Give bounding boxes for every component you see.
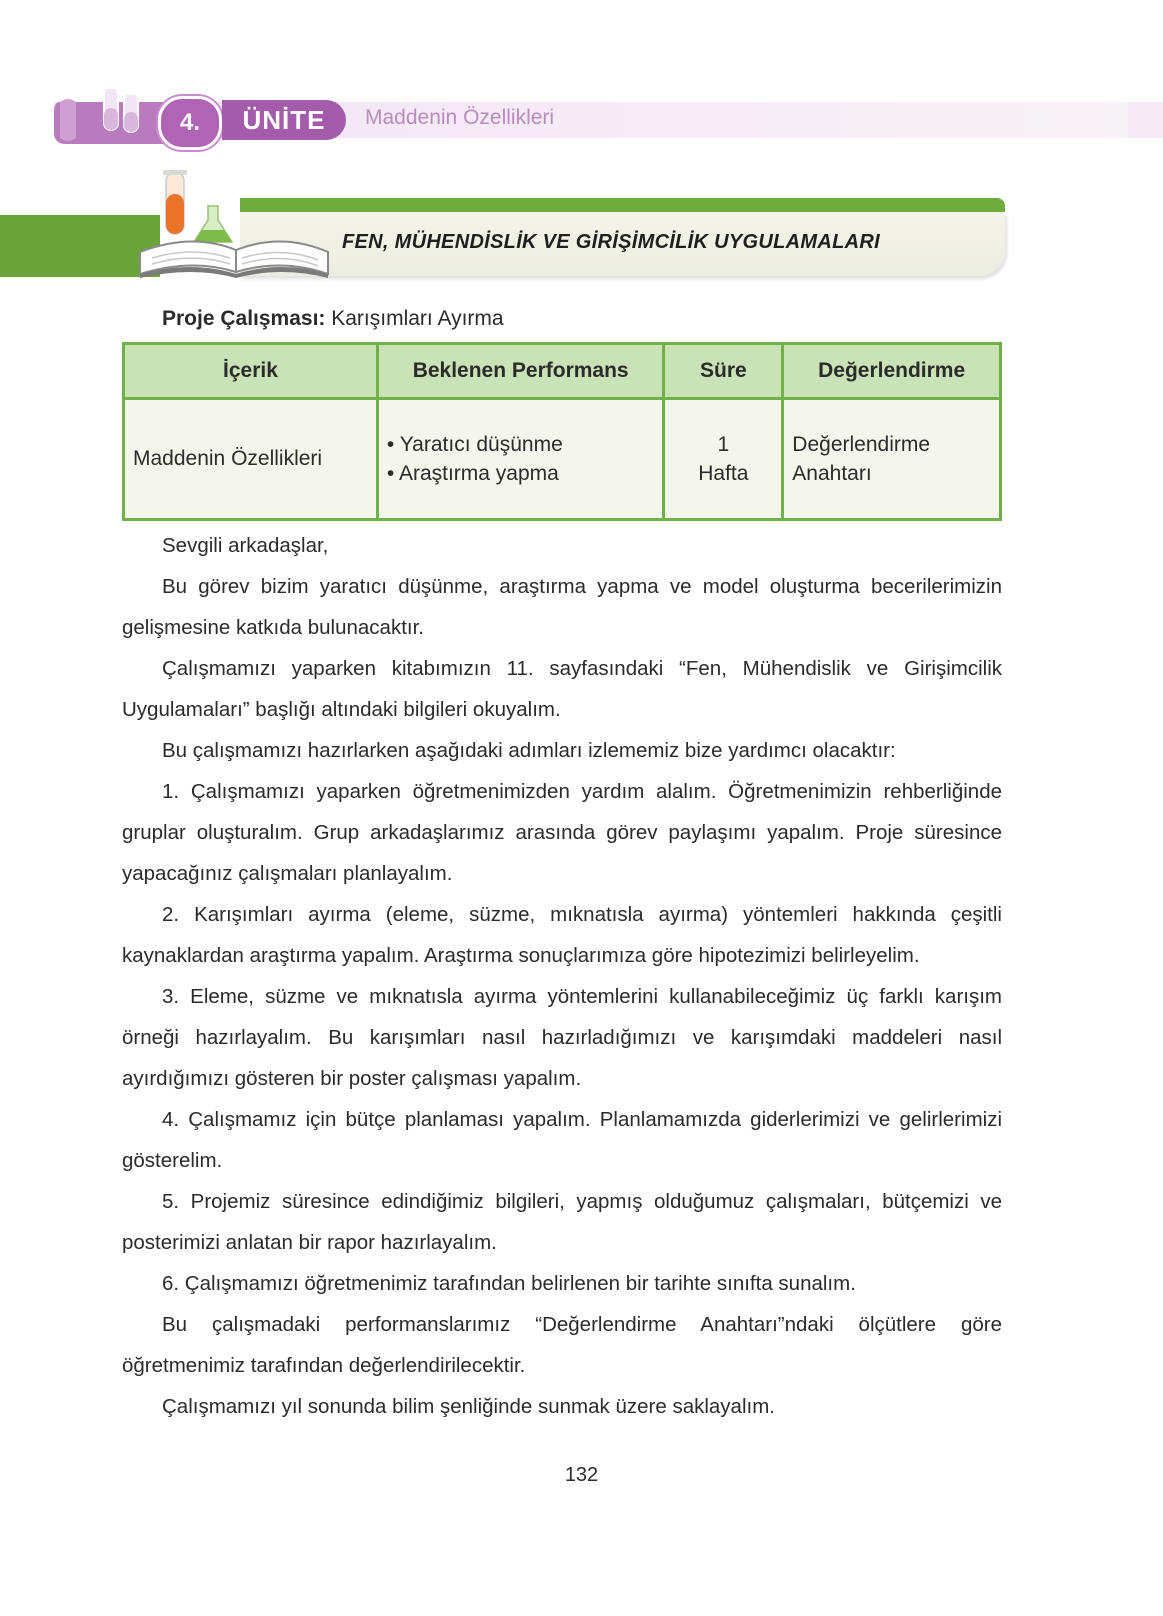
- cell-performance: [377, 399, 663, 520]
- project-table: [122, 342, 1002, 521]
- project-label: Proje Çalışması:: [162, 307, 326, 330]
- body-text: [122, 525, 1002, 1427]
- project-name: Karışımları Ayırma: [331, 307, 504, 330]
- paragraph: Bu çalışmamızı hazırlarken aşağıdaki adımları izlememiz bize yardımcı olacaktır:: [162, 739, 896, 762]
- header-content: İçerik: [124, 344, 378, 399]
- duration-number: 1: [717, 433, 730, 456]
- header-performance: Beklenen Performans: [377, 344, 663, 399]
- step-4: 4. Çalışmamız için bütçe planlaması yapalım. Planlamamızda giderlerimizi ve gelirlerimizi gösterelim.: [122, 1108, 1002, 1172]
- evaluation-line: Değerlendirme: [792, 433, 931, 456]
- unit-label: ÜNİTE: [222, 100, 346, 140]
- banner-title: FEN, MÜHENDİSLİK VE GİRİŞİMCİLİK UYGULAMALARI: [342, 231, 880, 253]
- paragraph: Bu görev bizim yaratıcı düşünme, araştırma yapma ve model oluşturma becerilerimizin gelişmesine katkıda bulunacaktır.: [122, 575, 1002, 639]
- step-5: 5. Projemiz süresince edindiğimiz bilgileri, yapmış olduğumuz çalışmaları, bütçemizi ve posterimizi anlatan bir rapor hazırlayalım.: [122, 1190, 1002, 1254]
- performance-item: • Araştırma yapma: [386, 462, 559, 485]
- paragraph: Çalışmamızı yıl sonunda bilim şenliğinde sunmak üzere saklayalım.: [162, 1395, 775, 1418]
- cell-content: Maddenin Özellikleri: [124, 399, 378, 520]
- step-3: 3. Eleme, süzme ve mıknatısla ayırma yöntemlerini kullanabileceğimiz üç farklı karışım örneği hazırlayalım. Bu karışımları nasıl hazırladığımızı ve karışımdaki maddeleri nasıl ayırdığımızı gösteren bir poster çalışması yapalım.: [122, 985, 1002, 1090]
- evaluation-line: Anahtarı: [792, 462, 872, 485]
- cell-duration: [664, 399, 783, 520]
- cell-evaluation: [783, 399, 1001, 520]
- step-6: 6. Çalışmamızı öğretmenimiz tarafından belirlenen bir tarihte sınıfta sunalım.: [162, 1272, 856, 1295]
- table-header-row: [124, 344, 1001, 399]
- duration-unit: Hafta: [698, 462, 749, 485]
- greeting: Sevgili arkadaşlar,: [162, 534, 329, 557]
- open-book-flask-icon: [132, 168, 332, 280]
- paragraph: Çalışmamızı yaparken kitabımızın 11. sayfasındaki “Fen, Mühendislik ve Girişimcilik Uygulamaları” başlığı altındaki bilgileri okuyalım.: [122, 657, 1002, 721]
- performance-item: • Yaratıcı düşünme: [386, 433, 563, 456]
- unit-title: Maddenin Özellikleri: [365, 106, 555, 129]
- banner-top-stripe: [240, 198, 1005, 212]
- project-line: [162, 307, 504, 331]
- unit-number-badge: 4.: [158, 96, 222, 150]
- page-number: 132: [564, 1464, 599, 1486]
- step-2: 2. Karışımları ayırma (eleme, süzme, mıknatısla ayırma) yöntemleri hakkında çeşitli kaynaklardan araştırma yapalım. Araştırma sonuçlarımıza göre hipotezimizi belirleyelim.: [122, 903, 1002, 967]
- table-row: [124, 399, 1001, 520]
- step-1: 1. Çalışmamızı yaparken öğretmenimizden yardım alalım. Öğretmenimizin rehberliğinde gruplar oluşturalım. Grup arkadaşlarımız arasında görev paylaşımı yapalım. Proje süresince yapacağınız çalışmaları planlayalım.: [122, 780, 1002, 885]
- header-evaluation: Değerlendirme: [783, 344, 1001, 399]
- unit-header-strip-end: [1128, 102, 1163, 138]
- paragraph: Bu çalışmadaki performanslarımız “Değerlendirme Anahtarı”ndaki ölçütlere göre öğretmenimiz tarafından değerlendirilecektir.: [122, 1313, 1002, 1377]
- header-duration: Süre: [664, 344, 783, 399]
